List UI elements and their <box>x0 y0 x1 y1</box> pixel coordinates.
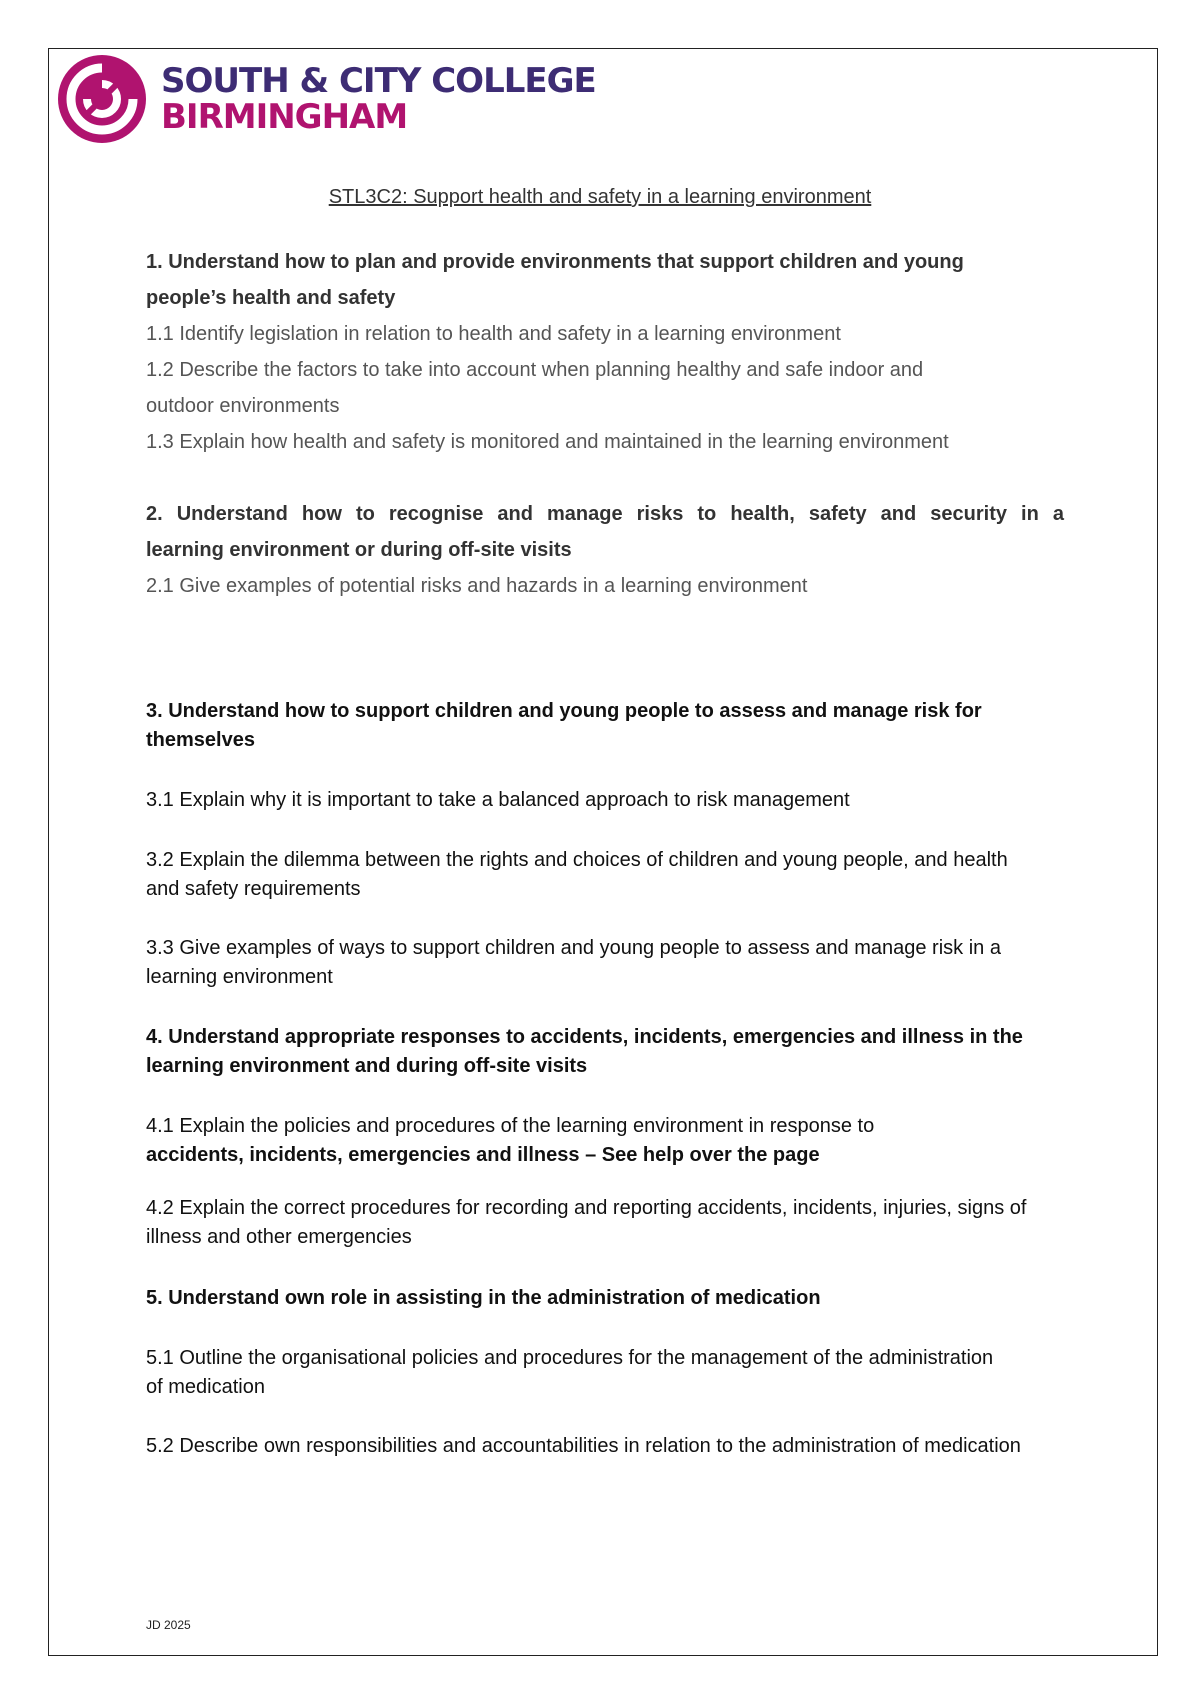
section1-item: outdoor environments <box>146 395 340 417</box>
section4-item1-line2: accidents, incidents, emergencies and illness – See help over the page <box>146 1144 820 1166</box>
section1-heading-line2: people’s health and safety <box>146 287 396 309</box>
section1-item: 1.3 Explain how health and safety is monitored and maintained in the learning environment <box>146 431 949 453</box>
section1-heading-line1: 1. Understand how to plan and provide environments that support children and young <box>146 251 964 273</box>
section5-item: 5.1 Outline the organisational policies and procedures for the management of the administration of medication <box>146 1347 994 1398</box>
section3-heading: 3. Understand how to support children and young people to assess and manage risk for themselves <box>146 700 982 751</box>
section5-item: 5.2 Describe own responsibilities and accountabilities in relation to the administration of medication <box>146 1435 1021 1457</box>
section3-item: 3.1 Explain why it is important to take a balanced approach to risk management <box>146 789 850 811</box>
section2-heading-line1: 2. Understand how to recognise and manage risks to health, safety and security in a <box>146 503 1064 525</box>
section3-item: 3.2 Explain the dilemma between the rights and choices of children and young people, and health and safety requirements <box>146 849 1008 900</box>
section1-item: 1.1 Identify legislation in relation to health and safety in a learning environment <box>146 323 841 345</box>
brand-name-line1: SOUTH & CITY COLLEGE <box>161 61 596 101</box>
section1-item: 1.2 Describe the factors to take into account when planning healthy and safe indoor and <box>146 359 924 381</box>
section4-item1-line1: 4.1 Explain the policies and procedures of the learning environment in response to <box>146 1115 875 1137</box>
section3-item: 3.3 Give examples of ways to support children and young people to assess and manage risk in a learning environment <box>146 937 1001 988</box>
section4-item2: 4.2 Explain the correct procedures for recording and reporting accidents, incidents, injuries, signs of illness and other emergencies <box>146 1197 1027 1248</box>
college-emblem-icon <box>57 54 147 144</box>
section5-heading: 5. Understand own role in assisting in the administration of medication <box>146 1287 821 1309</box>
footer-text: JD 2025 <box>146 1618 191 1632</box>
section2-item: 2.1 Give examples of potential risks and hazards in a learning environment <box>146 575 808 597</box>
document-title: STL3C2: Support health and safety in a learning environment <box>328 186 872 208</box>
section4-heading: 4. Understand appropriate responses to accidents, incidents, emergencies and illness in the learning environment and during off-site visits <box>146 1026 1023 1077</box>
section2-heading-line2: learning environment or during off-site visits <box>146 539 572 561</box>
brand-name-line2: BIRMINGHAM <box>161 97 408 137</box>
college-logo <box>57 54 596 144</box>
